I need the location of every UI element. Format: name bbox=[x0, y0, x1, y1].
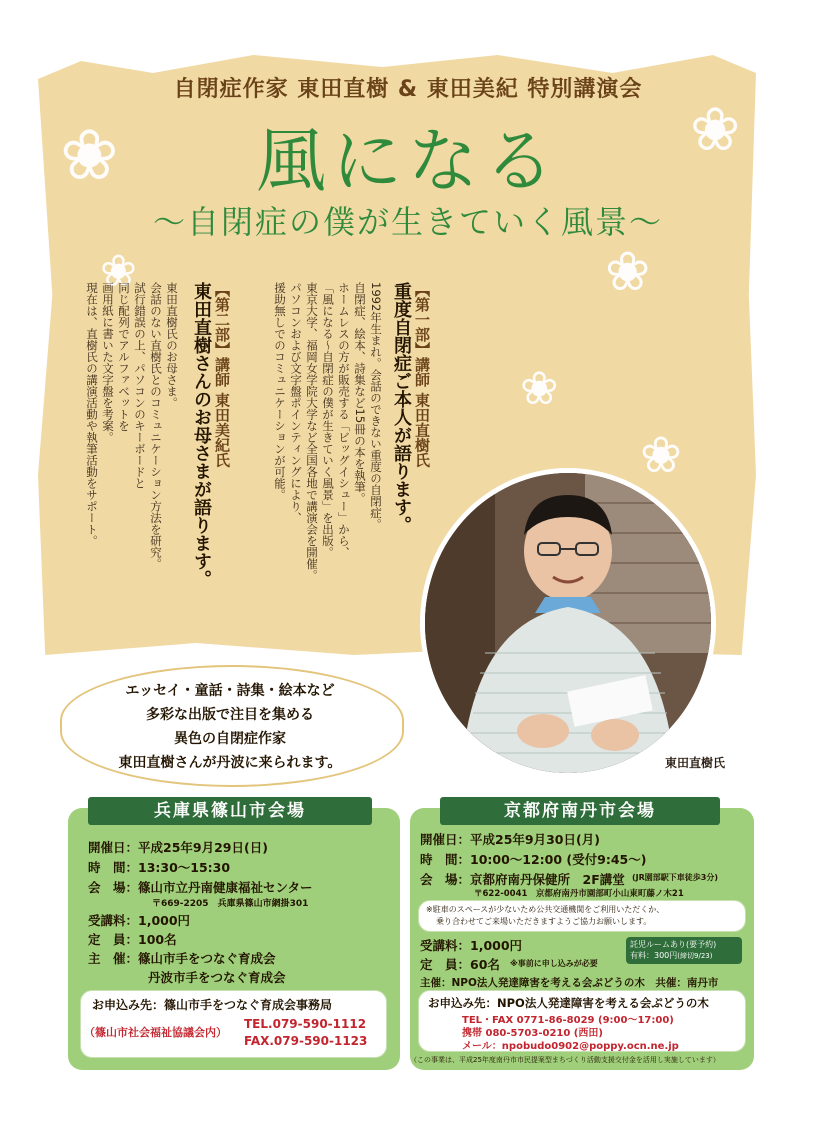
venue1-host-1: 主 催：篠山市手をつなぐ育成会 bbox=[88, 951, 276, 966]
venue1-capacity: 定 員：100名 bbox=[88, 932, 177, 947]
venue2-address: 〒622-0041 京都府南丹市園部町小山東町藤ノ木21 bbox=[474, 889, 684, 899]
venue1-contact-sub: （篠山市社会福祉協議会内） bbox=[84, 1026, 227, 1039]
venue2-date: 開催日：平成25年9月30日(月) bbox=[420, 832, 600, 847]
venue2-childcare-deadline: (締切9/23) bbox=[677, 952, 713, 960]
part1-body-2: 自閉症、絵本、詩集など15冊の本を執筆。 bbox=[353, 282, 367, 504]
venue1-time: 時 間：13:30〜15:30 bbox=[88, 860, 231, 875]
part1-lead: 重度自閉症ご本人が語ります。 bbox=[391, 282, 412, 534]
venue2-host: 主催：NPO法人発達障害を考える会ぷどうの木 共催：南丹市 bbox=[420, 977, 719, 989]
venue1-title: 兵庫県篠山市会場 bbox=[88, 797, 372, 825]
venue1-date: 開催日：平成25年9月29日(日) bbox=[88, 840, 268, 855]
venue2-capacity-note: ※事前に申し込みが必要 bbox=[510, 959, 598, 968]
leaf-decoration-3: ❀ bbox=[605, 240, 651, 303]
promo-line-4: 東田直樹さんが丹波に来られます。 bbox=[118, 755, 342, 771]
venue2-capacity: 定 員：60名 bbox=[420, 957, 500, 972]
part1-body-7: 援助無しでのコミュニケーションが可能。 bbox=[273, 282, 287, 501]
part2-body-4: 同じ配列でアルファベットを bbox=[117, 282, 131, 432]
venue1-host-2: 丹波市手をつなぐ育成会 bbox=[148, 970, 286, 985]
speaker-photo-illustration bbox=[425, 473, 711, 773]
venue2-childcare-1: 託児ルームあり(要予約) bbox=[630, 940, 717, 949]
venue2-parking-note-1: ※駐車のスペースが少ないため公共交通機関をご利用いただくか、 bbox=[426, 905, 665, 914]
part1-body-3: ホームレスの方が販売する「ビッグイシュー」から、 bbox=[337, 282, 351, 558]
part2-body-5: 画用紙に書いた文字盤を考案。 bbox=[101, 282, 115, 443]
venue1-address: 〒669-2205 兵庫県篠山市網掛301 bbox=[152, 899, 309, 909]
part2-body-3: 試行錯誤の上、パソコンのキーボードと bbox=[133, 282, 147, 489]
venue2-childcare-fee: 有料：300円 bbox=[630, 951, 678, 960]
photo-caption: 東田直樹氏 bbox=[665, 756, 726, 770]
part2-lead: 東田直樹さんのお母さまが語ります。 bbox=[191, 282, 212, 588]
event-title: 風になる bbox=[256, 120, 560, 202]
leaf-decoration-2: ❀ bbox=[690, 95, 741, 165]
venue2-tel: TEL・FAX 0771-86-8029 (9:00〜17:00) bbox=[462, 1015, 674, 1026]
venue1-tel: TEL.079-590-1112 bbox=[244, 1017, 367, 1031]
venue2-parking-note-2: 乗り合わせてご来場いただきますようご協力お願いします。 bbox=[436, 917, 652, 926]
venue2-mobile: 携帯 080-5703-0210 (西田) bbox=[462, 1028, 603, 1039]
promo-line-3: 異色の自閉症作家 bbox=[174, 731, 286, 747]
part1-body-4: 「風になる〜自閉症の僕が生きていく風景」を出版。 bbox=[321, 282, 335, 558]
venue2-time: 時 間：10:00〜12:00 (受付9:45〜) bbox=[420, 852, 647, 867]
leaf-decoration-4: ❀ bbox=[100, 246, 137, 297]
promo-line-1: エッセイ・童話・詩集・絵本など bbox=[125, 683, 335, 699]
part2-body-6: 現在は、直樹氏の講演活動や執筆活動をサポート。 bbox=[85, 282, 99, 547]
part1-heading: 【第一部】講師 東田直樹氏 bbox=[413, 282, 431, 468]
part2-body-1: 東田直樹氏のお母さま。 bbox=[165, 282, 179, 409]
venue2-title: 京都府南丹市会場 bbox=[440, 797, 720, 825]
venue1-place: 会 場：篠山市立丹南健康福祉センター bbox=[88, 880, 313, 895]
venue1-fee: 受講料：1,000円 bbox=[88, 913, 191, 928]
part2-body-2: 会話のない直樹氏とのコミュニケーション方法を研究。 bbox=[149, 282, 163, 570]
venue2-fee: 受講料：1,000円 bbox=[420, 938, 523, 953]
venue2-place-note: (JR園部駅下車徒歩3分) bbox=[632, 873, 719, 882]
leaf-decoration-1: ❀ bbox=[60, 114, 119, 196]
venue2-mail: メール：npobudo0902@poppy.ocn.ne.jp bbox=[462, 1041, 679, 1052]
leaf-decoration-6: ❀ bbox=[640, 426, 682, 484]
part2-heading: 【第二部】講師 東田美紀氏 bbox=[213, 282, 231, 468]
event-tagline: 〜自閉症の僕が生きていく風景〜 bbox=[152, 203, 663, 241]
speaker-photo bbox=[420, 468, 716, 778]
venue1-fax: FAX.079-590-1123 bbox=[244, 1034, 368, 1048]
venue1-contact-label: お申込み先：篠山市手をつなぐ育成会事務局 bbox=[92, 998, 333, 1012]
promo-line-2: 多彩な出版で注目を集める bbox=[146, 707, 314, 723]
part1-body-1: 1992年生まれ。会話のできない重度の自閉症。 bbox=[369, 282, 383, 530]
venue2-childcare-badge bbox=[626, 937, 742, 964]
footnote: （この事業は、平成25年度南丹市市民提案型まちづくり活動支援交付金を活用し実施しています） bbox=[410, 1056, 720, 1064]
venue2-place: 会 場：京都府南丹保健所 2F講堂 bbox=[420, 872, 625, 887]
venue2-childcare-2 bbox=[630, 950, 738, 962]
part1-body-6: パソコンおよび文字盤ポインティングにより、 bbox=[289, 282, 303, 524]
leaf-decoration-5: ❀ bbox=[520, 361, 559, 415]
venue2-contact-label: お申込み先：NPO法人発達障害を考える会ぷどうの木 bbox=[428, 996, 709, 1010]
part1-body-5: 東京大学、福岡女学院大学など全国各地で講演会を開催。 bbox=[305, 282, 319, 581]
event-subtitle: 自閉症作家 東田直樹 & 東田美紀 特別講演会 bbox=[173, 77, 643, 102]
